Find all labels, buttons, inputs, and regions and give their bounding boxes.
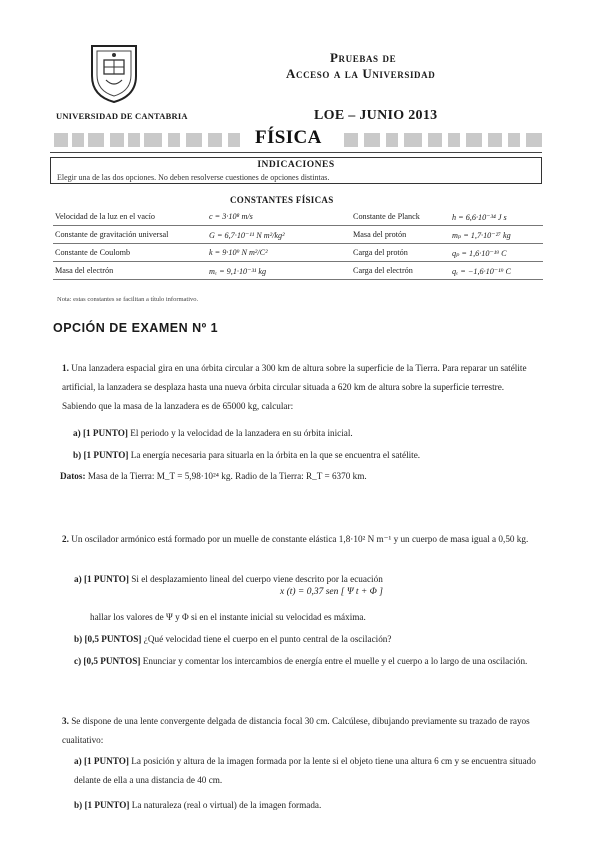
- constant-label: Constante de Planck: [351, 208, 450, 226]
- indications-box: [50, 157, 542, 184]
- question-text: Una lanzadera espacial gira en una órbita circular a 300 km de altura sobre la superficie de la Tierra. Para reparar un satélite artificial, la lanzadera se desplaza hasta una nueva órbita circular situada a 620 km de altura sobre la superficie terrestre. Sabiendo que la masa de la lanzadera es de 65000 kg, calcular:: [62, 363, 527, 411]
- constant-label: Velocidad de la luz en el vacío: [53, 208, 207, 226]
- constants-title: CONSTANTES FÍSICAS: [230, 195, 334, 205]
- subject-divider: [50, 152, 542, 153]
- table-row: [53, 244, 543, 262]
- data-text: Masa de la Tierra: M_T = 5,98·10²⁴ kg. Radio de la Tierra: R_T = 6370 km.: [87, 471, 367, 481]
- data-label: Datos:: [60, 471, 86, 481]
- constant-label: Masa del protón: [351, 226, 450, 244]
- option-heading: OPCIÓN DE EXAMEN Nº 1: [53, 321, 219, 335]
- constants-table: [53, 208, 543, 280]
- oscillation-equation: x (t) = 0,37 sen [ Ψ t + Φ ]: [280, 587, 383, 597]
- constant-value: qₚ = 1,6·10⁻¹⁹ C: [450, 244, 543, 262]
- question-1: [62, 359, 540, 416]
- question-3-part-b: [74, 796, 539, 815]
- table-row: [53, 262, 543, 280]
- question-2-part-a-cont: [90, 608, 540, 627]
- table-row: [53, 208, 543, 226]
- constant-value: G = 6,7·10⁻¹¹ N m²/kg²: [207, 226, 351, 244]
- constant-label: Carga del protón: [351, 244, 450, 262]
- constant-value: k = 9·10⁹ N m²/C²: [207, 244, 351, 262]
- university-name: UNIVERSIDAD DE CANTABRIA: [56, 111, 188, 121]
- constant-label: Masa del electrón: [53, 262, 207, 280]
- part-text: La energía necesaria para situarla en la órbita en la que se encuentra el satélite.: [130, 450, 421, 460]
- part-label: a) [1 PUNTO]: [74, 756, 129, 766]
- exam-title-line2: Acceso a la Universidad: [286, 66, 436, 81]
- question-1-part-b: [73, 446, 538, 465]
- university-seal-logo: [84, 42, 144, 104]
- part-text: El periodo y la velocidad de la lanzadera en su órbita inicial.: [130, 428, 353, 438]
- constant-value: c = 3·10⁸ m/s: [207, 208, 351, 226]
- part-label: a) [1 PUNTO]: [73, 428, 128, 438]
- question-1-data: [60, 467, 540, 486]
- part-label: c) [0,5 PUNTOS]: [74, 656, 141, 666]
- subject-title: FÍSICA: [255, 127, 322, 148]
- part-label: b) [1 PUNTO]: [73, 450, 129, 460]
- part-text: La posición y altura de la imagen formada por la lente si el objeto tiene una altura 6 cm y se encuentra situado delante de ella a una distancia de 40 cm.: [74, 756, 536, 785]
- question-number: 2.: [62, 534, 69, 544]
- question-3-part-a: [74, 752, 539, 790]
- question-2: [62, 530, 540, 549]
- constant-value: mₑ = 9,1·10⁻³¹ kg: [207, 262, 351, 280]
- part-text: Si el desplazamiento lineal del cuerpo viene descrito por la ecuación: [131, 574, 383, 584]
- question-3: [62, 712, 540, 750]
- question-2-part-c: [74, 652, 539, 671]
- part-text: La naturaleza (real o virtual) de la imagen formada.: [131, 800, 322, 810]
- question-text: Un oscilador armónico está formado por un muelle de constante elástica 1,8·10² N m⁻¹ y un cuerpo de masa igual a 0,50 kg.: [71, 534, 529, 544]
- question-text: Se dispone de una lente convergente delgada de distancia focal 30 cm. Calcúlese, dibujando previamente su trazado de rayos cualitativo:: [62, 716, 530, 745]
- indications-text: Elegir una de las dos opciones. No deben resolverse cuestiones de opciones distintas.: [57, 173, 330, 182]
- constant-value: qₑ = −1,6·10⁻¹⁹ C: [450, 262, 543, 280]
- part-text: Enunciar y comentar los intercambios de energía entre el muelle y el cuerpo a lo largo de una oscilación.: [142, 656, 528, 666]
- part-label: a) [1 PUNTO]: [74, 574, 129, 584]
- question-2-part-b: [74, 630, 539, 649]
- indications-title: INDICACIONES: [257, 160, 335, 170]
- constants-note: Nota: estas constantes se facilitan a título informativo.: [57, 296, 199, 303]
- part-label: b) [0,5 PUNTOS]: [74, 634, 142, 644]
- question-1-part-a: [73, 424, 538, 443]
- question-number: 3.: [62, 716, 69, 726]
- part-label: b) [1 PUNTO]: [74, 800, 130, 810]
- part-text: hallar los valores de Ψ y Φ si en el instante inicial su velocidad es máxima.: [90, 612, 366, 622]
- table-row: [53, 226, 543, 244]
- exam-session: LOE – JUNIO 2013: [314, 108, 438, 123]
- constant-label: Constante de gravitación universal: [53, 226, 207, 244]
- constant-value: mₚ = 1,7·10⁻²⁷ kg: [450, 226, 543, 244]
- part-text: ¿Qué velocidad tiene el cuerpo en el punto central de la oscilación?: [143, 634, 392, 644]
- constant-label: Carga del electrón: [351, 262, 450, 280]
- question-number: 1.: [62, 363, 69, 373]
- constant-label: Constante de Coulomb: [53, 244, 207, 262]
- constant-value: h = 6,6·10⁻³⁴ J s: [450, 208, 543, 226]
- exam-title-line1: Pruebas de: [330, 50, 397, 65]
